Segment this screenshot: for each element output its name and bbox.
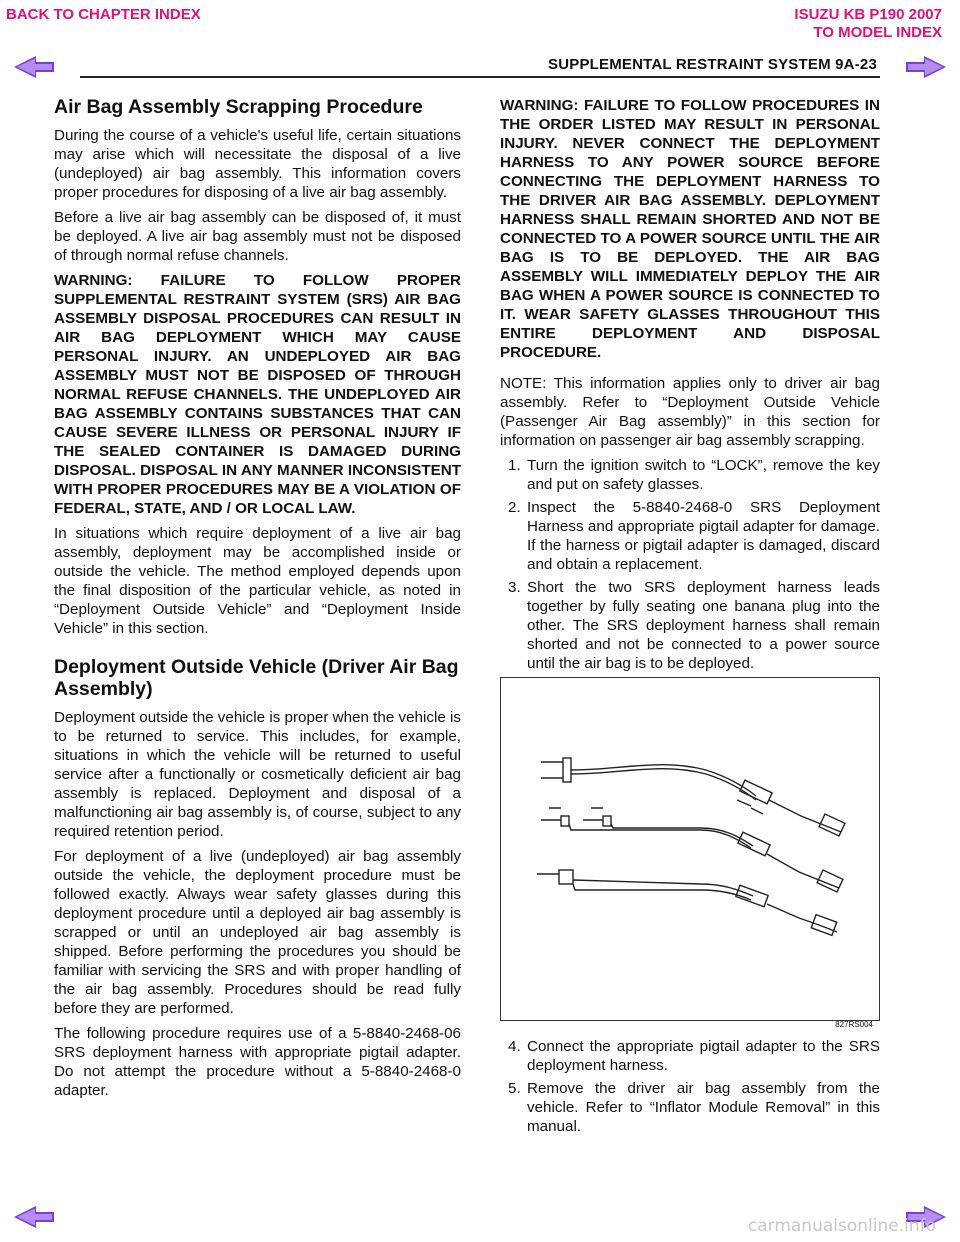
warning-disposal: WARNING: FAILURE TO FOLLOW PROPER SUPPLEMENTAL RESTRAINT SYSTEM (SRS) AIR BAG ASSEMBLY DISPOSAL PROCEDURES CAN RESULT IN AIR BAG DEPLOYMENT WHICH MAY CAUSE PERSONAL INJURY. AN UNDEPLOYED AIR BAG ASSEMBLY MUST NOT BE DISPOSED OF THROUGH NORMAL REFUSE CHANNELS. THE UNDEPLOYED AIR BAG ASSEMBLY CONTAINS SUBSTANCES THAT CAN CAUSE SEVERE ILLNESS OR PERSONAL INJURY IF THE SEALED CONTAINER IS DAMAGED DURING DISPOSAL. DISPOSAL IN ANY MANNER INCONSISTENT WITH PROPER PROCEDURES MAY BE A VIOLATION OF FEDERAL, STATE, AND / OR LOCAL LAW. bbox=[54, 272, 461, 517]
back-to-chapter-index-link[interactable]: BACK TO CHAPTER INDEX bbox=[6, 6, 201, 23]
paragraph-deployment-options: In situations which require deployment of a live air bag assembly, deployment may be accomplished inside or outside the vehicle. The method employed depends upon the final disposition of the particular vehicle, as noted in “Deployment Outside Vehicle” and “Deployment Inside Vehicle” in this section. bbox=[54, 525, 461, 637]
list-item: 2. Inspect the 5-8840-2468-0 SRS Deployment Harness and appropriate pigtail adapter for damage. If the harness or pigtail adapter is damaged, discard and obtain a replacement. bbox=[508, 499, 880, 573]
model-index-label: TO MODEL INDEX bbox=[813, 24, 942, 41]
section-heading-deployment-outside: Deployment Outside Vehicle (Driver Air Bag Assembly) bbox=[54, 656, 459, 700]
figure-label: 827RS004 bbox=[835, 1020, 873, 1029]
paragraph-deployment-procedure: For deployment of a live (undeployed) air bag assembly outside the vehicle, the deployment procedure must be followed exactly. Always wear safety glasses during this deployment procedure until a deployed air bag assembly is scrapped or until an undeployed air bag assembly is shipped. Before performing the procedures you should be familiar with servicing the SRS and with proper handling of the air bag assembly. Procedures should be read fully before they are performed. bbox=[54, 848, 461, 1017]
next-page-arrow-icon[interactable] bbox=[906, 56, 946, 78]
list-item: 1. Turn the ignition switch to “LOCK”, remove the key and put on safety glasses. bbox=[508, 457, 880, 493]
previous-page-arrow-icon[interactable] bbox=[14, 1206, 54, 1228]
list-item: 4. Connect the appropriate pigtail adapter to the SRS deployment harness. bbox=[508, 1038, 880, 1074]
list-item: 5. Remove the driver air bag assembly from the vehicle. Refer to “Inflator Module Removal” in this manual. bbox=[508, 1080, 880, 1135]
procedure-steps bbox=[500, 456, 880, 673]
left-column bbox=[54, 96, 461, 1106]
page-header-title: SUPPLEMENTAL RESTRAINT SYSTEM 9A-23 bbox=[548, 56, 877, 73]
paragraph-intro: During the course of a vehicle's useful life, certain situations may arise which will necessitate the disposal of a live (undeployed) air bag assembly. This information covers proper procedures for disposing of a live air bag assembly. bbox=[54, 127, 461, 201]
procedure-steps-continued bbox=[500, 1037, 880, 1136]
previous-page-arrow-icon[interactable] bbox=[14, 56, 54, 78]
paragraph-disposal: Before a live air bag assembly can be disposed of, it must be deployed. A live air bag assembly must not be disposed of through normal refuse channels. bbox=[54, 209, 461, 264]
section-heading-scrapping: Air Bag Assembly Scrapping Procedure bbox=[54, 96, 423, 118]
warning-procedure-order: WARNING: FAILURE TO FOLLOW PROCEDURES IN THE ORDER LISTED MAY RESULT IN PERSONAL INJURY. NEVER CONNECT THE DEPLOYMENT HARNESS TO ANY POWER SOURCE BEFORE CONNECTING THE DEPLOYMENT HARNESS TO THE DRIVER AIR BAG ASSEMBLY. DEPLOYMENT HARNESS SHALL REMAIN SHORTED AND NOT BE CONNECTED TO A POWER SOURCE UNTIL THE AIR BAG IS TO BE DEPLOYED. THE AIR BAG ASSEMBLY WILL IMMEDIATELY DEPLOY THE AIR BAG WHEN A POWER SOURCE IS CONNECTED TO IT. WEAR SAFETY GLASSES THROUGHOUT THIS ENTIRE DEPLOYMENT AND DISPOSAL PROCEDURE. bbox=[500, 97, 880, 361]
deployment-harness-figure bbox=[500, 677, 880, 1029]
list-item: 3. Short the two SRS deployment harness leads together by fully seating one banana plug into the other. The SRS deployment harness shall remain shorted and not be connected to a power source until the air bag is to be deployed. bbox=[508, 579, 880, 672]
note-driver-air-bag: NOTE: This information applies only to driver air bag assembly. Refer to “Deployment Outside Vehicle (Passenger Air Bag assembly)” in this section for information on passenger air bag assembly scrapping. bbox=[500, 375, 880, 449]
header-divider bbox=[80, 76, 880, 78]
watermark: carmanualsonline.info bbox=[747, 1216, 936, 1236]
harness-illustration bbox=[501, 678, 879, 1020]
paragraph-required-harness: The following procedure requires use of a 5-8840-2468-06 SRS deployment harness with appropriate pigtail adapter. Do not attempt the procedure without a 5-8840-2468-0 adapter. bbox=[54, 1025, 461, 1099]
paragraph-outside-vehicle: Deployment outside the vehicle is proper when the vehicle is to be returned to service. This includes, for example, situations in which the vehicle will be returned to useful service after a functionally or cosmetically deficient air bag assembly is replaced. Deployment and disposal of a malfunctioning air bag assembly is, of course, subject to any required retention period. bbox=[54, 709, 461, 840]
right-column bbox=[500, 96, 880, 1140]
model-title: ISUZU KB P190 2007 bbox=[794, 6, 942, 23]
model-index-link[interactable] bbox=[794, 6, 942, 42]
